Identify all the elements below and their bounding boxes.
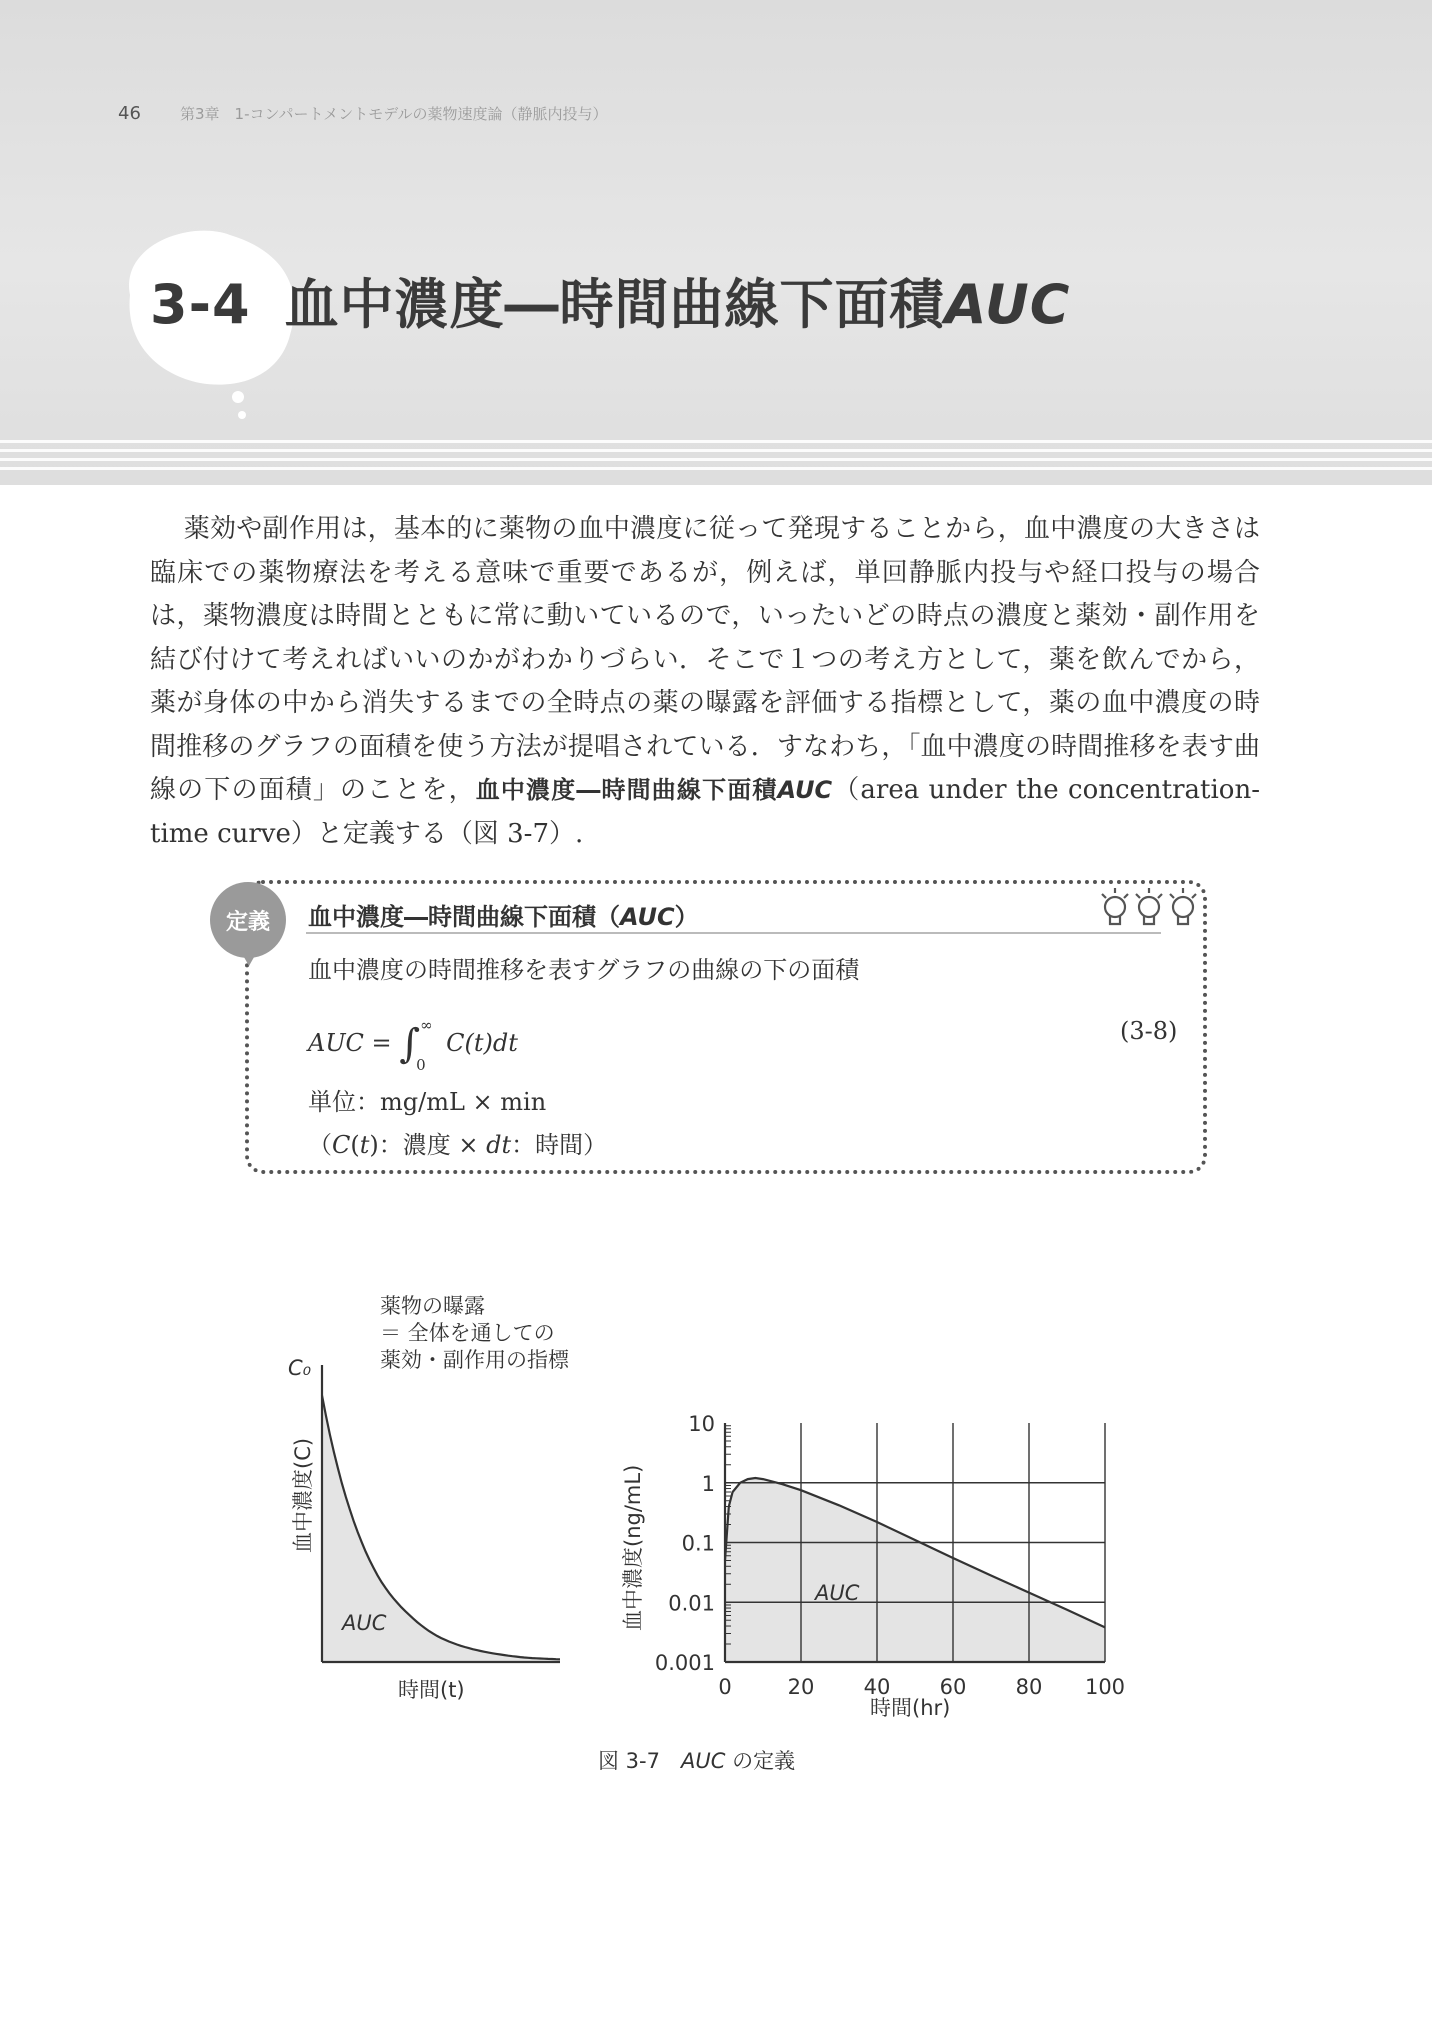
lightbulb-icon-3	[1170, 888, 1196, 924]
right-chart-y-tick-label: 0.01	[668, 1591, 715, 1616]
definition-note	[308, 1125, 607, 1160]
definition-rule	[306, 932, 1161, 934]
left-chart-xlabel: 時間(t)	[398, 1678, 465, 1702]
definition-title	[308, 897, 699, 932]
section-number: 3-4	[150, 273, 251, 336]
note-c: C	[332, 1131, 351, 1159]
right-chart-x-tick-label: 20	[787, 1675, 815, 1699]
running-head: 第3章 1-コンパートメントモデルの薬物速度論（静脈内投与）	[180, 105, 608, 123]
integral-upper: ∞	[420, 1015, 433, 1034]
definition-unit: 単位：mg/mL × min	[308, 1088, 547, 1116]
figure-caption	[598, 1745, 795, 1775]
left-chart	[288, 1295, 570, 1702]
right-chart	[621, 1412, 1125, 1720]
definition-equation	[308, 1015, 518, 1074]
body-text-end: （area under the concentration-time curve）と定義する（図 3-7）.	[150, 775, 1260, 849]
left-chart-annotation-3: 薬効・副作用の指標	[380, 1348, 569, 1372]
caption-label: 図 3-7	[598, 1749, 681, 1773]
equation-lhs: AUC	[308, 1029, 364, 1057]
right-chart-y-tick-label: 10	[688, 1412, 715, 1436]
definition-description: 血中濃度の時間推移を表すグラフの曲線の下の面積	[308, 956, 860, 984]
right-chart-x-tick-label: 0	[718, 1675, 732, 1699]
note-mid: )：濃度 ×	[369, 1131, 487, 1159]
definition-title-close: ）	[674, 903, 699, 931]
right-chart-x-tick-label: 60	[939, 1675, 967, 1699]
header-stripes	[0, 440, 1432, 476]
note-end: ：時間）	[511, 1131, 608, 1159]
section-title-text: 血中濃度―時間曲線下面積	[284, 273, 945, 336]
body-term: 血中濃度―時間曲線下面積	[475, 776, 778, 804]
note-t-open: (	[350, 1131, 360, 1159]
right-chart-ylabel: 血中濃度(ng/mL)	[621, 1464, 645, 1631]
equation-number: (3-8)	[1120, 1017, 1178, 1045]
lightbulb-icon-2	[1136, 888, 1162, 924]
section-title-auc: AUC	[944, 273, 1071, 336]
right-chart-y-tick-label: 0.1	[681, 1531, 715, 1556]
body-paragraph	[150, 508, 1260, 856]
definition-title-text: 血中濃度―時間曲線下面積（	[308, 903, 620, 931]
caption-text: の定義	[725, 1749, 796, 1773]
definition-badge: 定義	[210, 882, 286, 958]
equation-eq: =	[363, 1029, 400, 1057]
right-chart-x-tick-label: 100	[1084, 1675, 1126, 1699]
lightbulb-icon-1	[1102, 888, 1128, 924]
caption-auc: AUC	[680, 1749, 726, 1773]
left-chart-annotation-2: ＝ 全体を通しての	[380, 1321, 555, 1345]
body-term-abbr: AUC	[777, 776, 833, 804]
left-chart-auc-label: AUC	[342, 1611, 387, 1635]
right-chart-x-tick-label: 80	[1015, 1675, 1043, 1699]
equation-rhs: C(t)dt	[446, 1029, 518, 1057]
left-chart-ylabel: 血中濃度(C)	[291, 1437, 315, 1553]
note-dt: dt	[486, 1131, 512, 1159]
body-text-main: 薬効や副作用は，基本的に薬物の血中濃度に従って発現することから，血中濃度の大きさは臨床での薬物療法を考える意味で重要であるが，例えば，単回静脈内投与や経口投与の場合は，薬物濃度は時間とともに常に動いているので，いったいどの時点の濃度と薬効・副作用を結び付けて考えればいいのかがわかりづらい．そこで１つの考え方として，薬を飲んでから，薬が身体の中から消失するまでの全時点の薬の曝露を評価する指標として，薬の血中濃度の時間推移のグラフの面積を使う方法が提唱されている．すなわち，「血中濃度の時間推移を表す曲線の下の面積」のことを，	[150, 514, 1260, 805]
right-chart-auc-area	[725, 1478, 1105, 1662]
integral-sign: ∫	[399, 1021, 421, 1067]
note-open: （	[308, 1131, 332, 1159]
integral-lower: 0	[416, 1055, 426, 1074]
right-chart-auc-label: AUC	[815, 1581, 860, 1605]
section-title	[150, 262, 1070, 339]
lightbulb-icons	[1098, 882, 1208, 932]
left-chart-c0-label: C₀	[288, 1356, 312, 1380]
right-chart-y-tick-label: 0.001	[654, 1651, 715, 1675]
page-number: 46	[118, 103, 141, 124]
right-chart-xlabel: 時間(hr)	[870, 1696, 951, 1720]
note-t: t	[359, 1131, 370, 1159]
integral-limits	[416, 1015, 438, 1074]
definition-title-abbr: AUC	[620, 903, 675, 931]
left-chart-annotation-1: 薬物の曝露	[380, 1295, 485, 1318]
figure-3-7	[270, 1295, 1150, 1735]
right-chart-y-tick-label: 1	[701, 1471, 715, 1496]
right-chart-x-tick-label: 40	[863, 1675, 891, 1699]
